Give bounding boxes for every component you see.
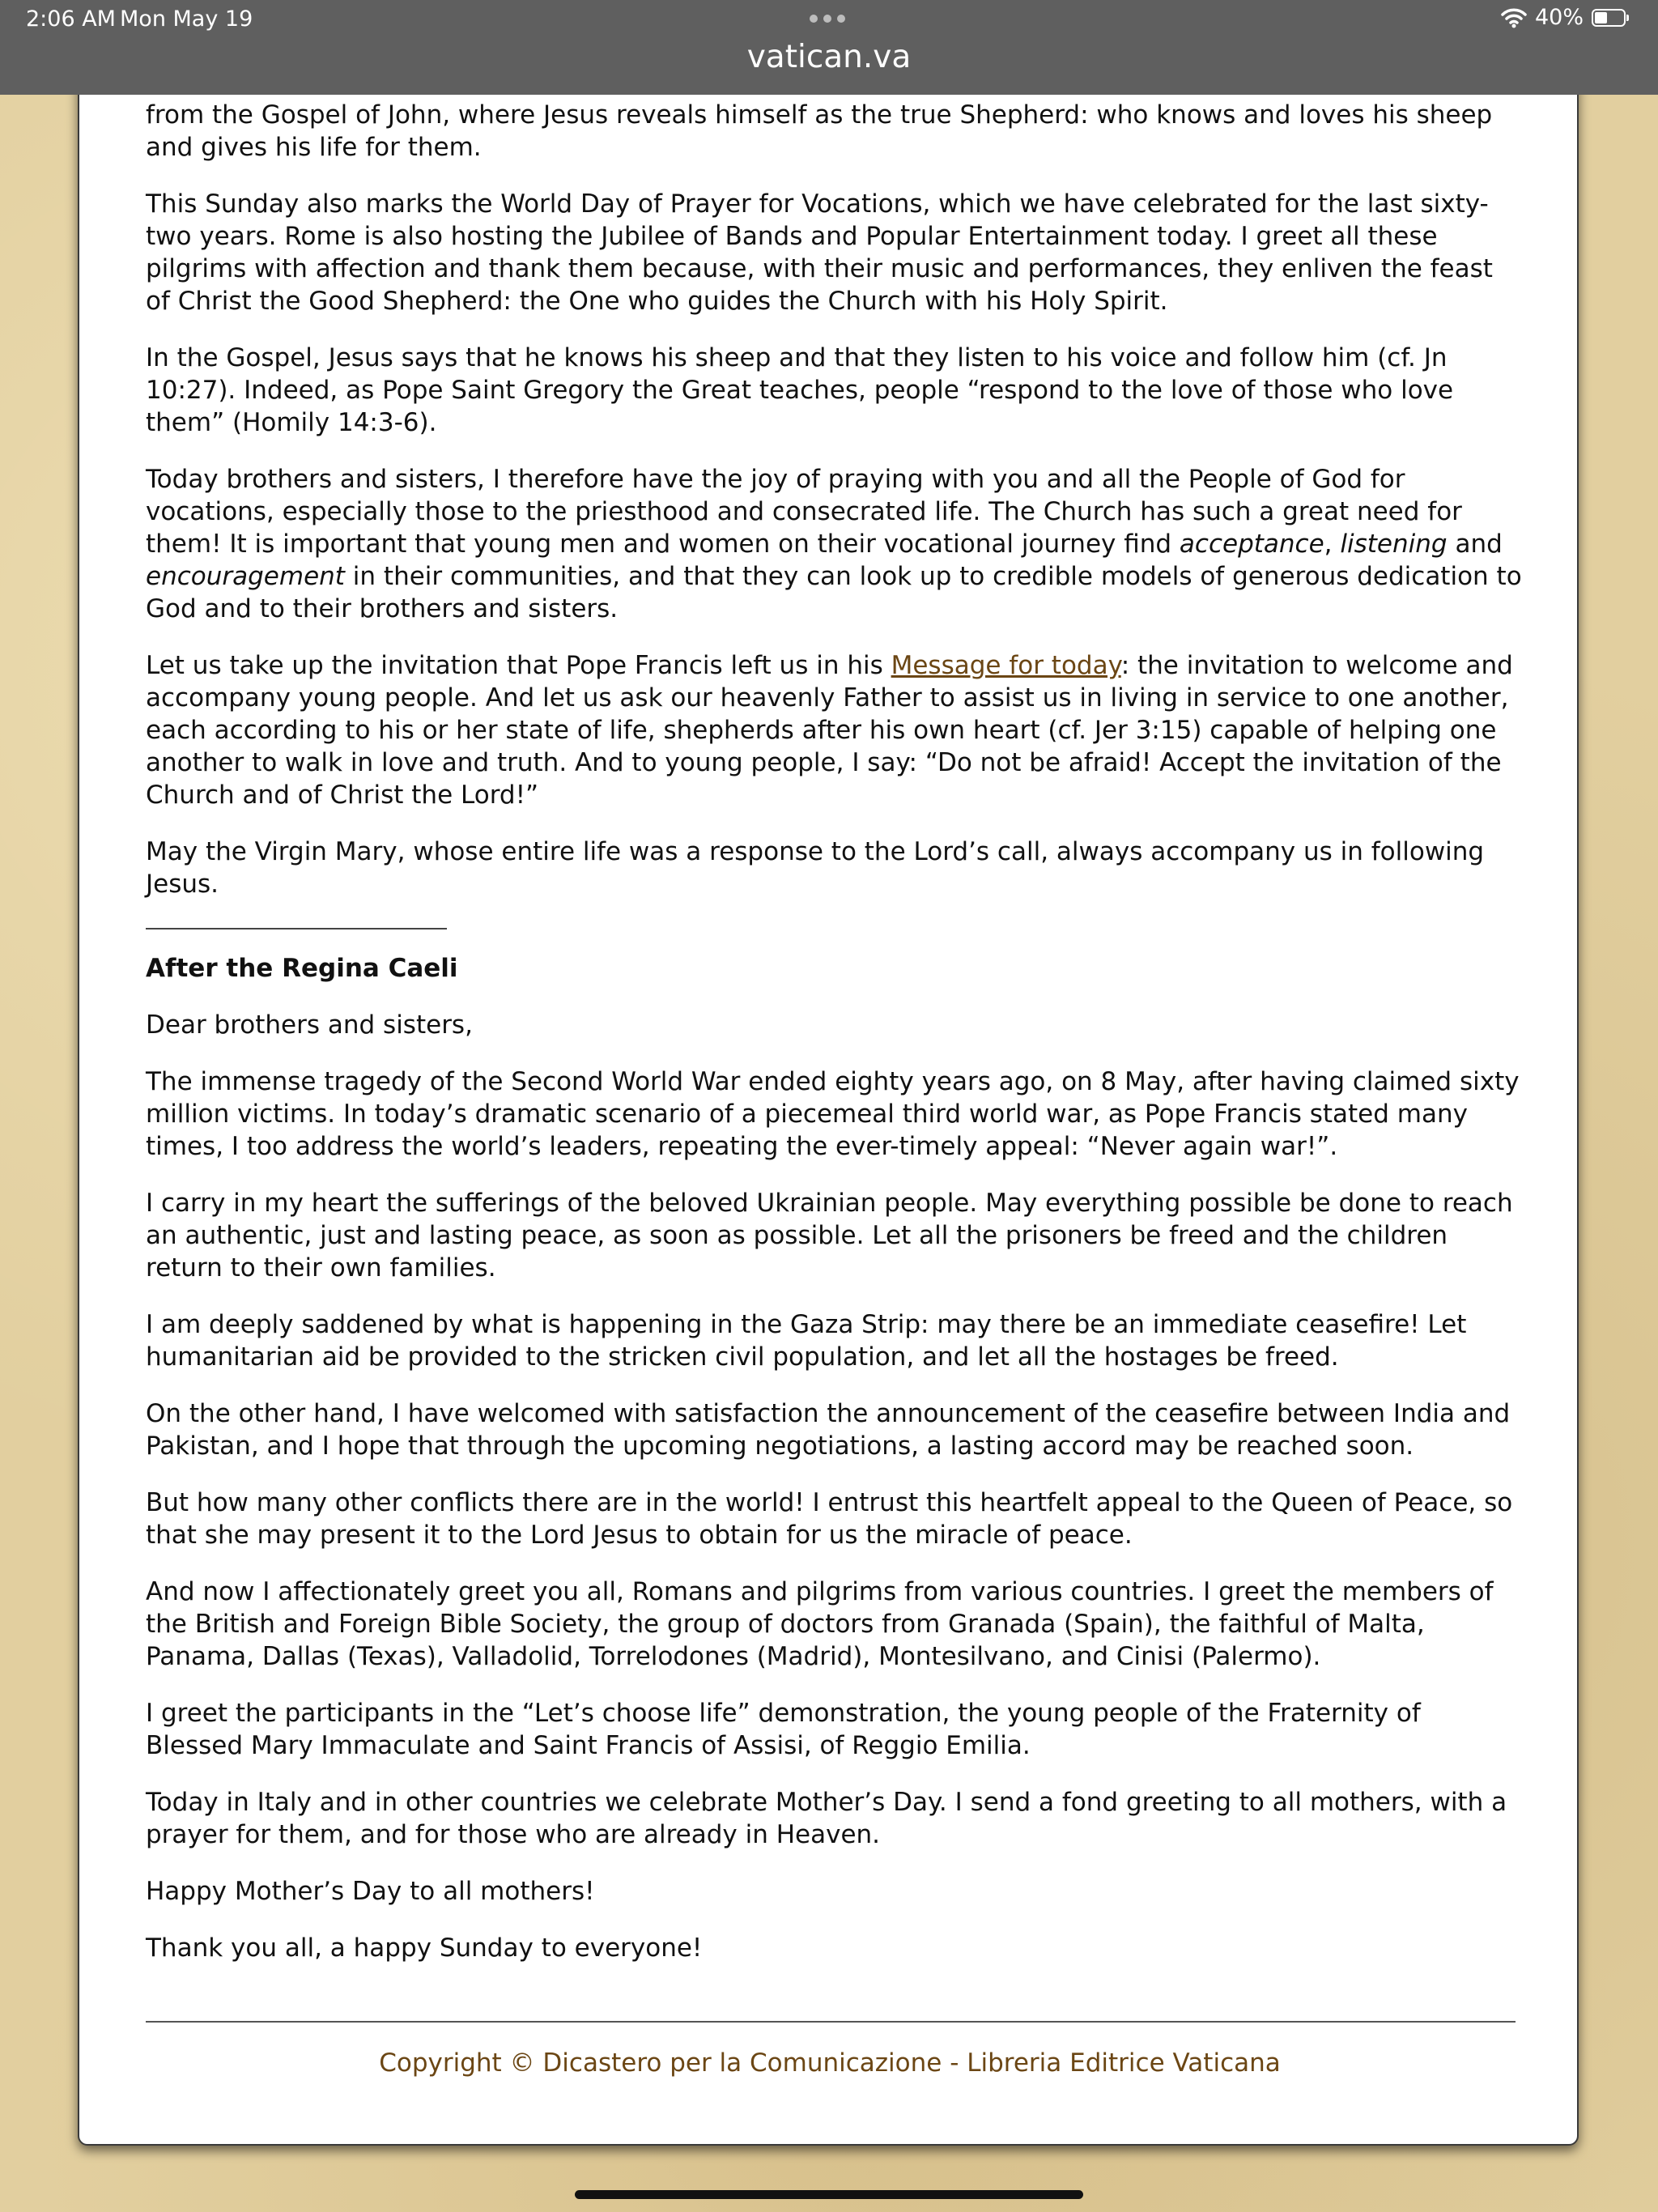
paragraph: This Sunday also marks the World Day of Prayer for Vocations, which we have celebrated for the last sixty-two years. Rome is also hosting the Jubilee of Bands and Popular Entertainment today. I greet all these pilgrims with affection and thank them because, with their music and performances, they enliven the feast of Christ the Good Shepherd: the One who guides the Church with his Holy Spirit.: [146, 189, 1493, 316]
article-body: [146, 99, 1522, 1989]
wifi-icon: [1501, 6, 1527, 29]
browser-top-bar: [0, 0, 1658, 95]
paragraph: Today in Italy and in other countries we celebrate Mother’s Day. I send a fond greeting to all mothers, with a prayer for them, and for those who are already in Heaven.: [146, 1788, 1507, 1849]
paragraph-text: : the invitation to welcome and accompany young people. And let us ask our heavenly Father to assist us in living in service to one another, each according to his or her state of life, shepherds after his own heart (cf. Jer 3:15) capable of helping one another to walk in love and truth. And to young people, I say: “Do not be afraid! Accept the invitation of the Church and of Christ the Lord!”: [146, 651, 1513, 810]
emphasis-text: listening: [1340, 530, 1448, 559]
paragraph: from the Gospel of John, where Jesus reveals himself as the true Shepherd: who knows and loves his sheep and gives his life for them.: [146, 100, 1493, 162]
paragraph: Happy Mother’s Day to all mothers!: [146, 1877, 595, 1906]
paragraph: In the Gospel, Jesus says that he knows his sheep and that they listen to his voice and follow him (cf. Jn 10:27). Indeed, as Pope Saint Gregory the Great teaches, people “respond to the love of those who love them” (Homily 14:3-6).: [146, 343, 1454, 437]
paragraph: I am deeply saddened by what is happening in the Gaza Strip: may there be an immediate ceasefire! Let humanitarian aid be provided to the stricken civil population, and let all the hostages be freed.: [146, 1310, 1467, 1372]
battery-icon: [1592, 9, 1626, 27]
status-date: Mon May 19: [120, 6, 253, 32]
emphasis-text: acceptance: [1179, 530, 1324, 559]
section-heading: After the Regina Caeli: [146, 954, 458, 983]
paragraph-text: Let us take up the invitation that Pope Francis left us in his: [146, 651, 891, 680]
article-card: [78, 49, 1579, 2146]
paragraph-text: ,: [1324, 530, 1341, 559]
battery-percentage: 40%: [1534, 5, 1584, 30]
address-bar-url[interactable]: vatican.va: [746, 39, 912, 75]
section-divider: [146, 928, 447, 929]
multitasking-dots-icon[interactable]: [810, 15, 845, 23]
home-indicator[interactable]: [575, 2190, 1083, 2199]
paragraph: Dear brothers and sisters,: [146, 1010, 473, 1040]
paragraph-text: in their communities, and that they can look up to credible models of generous dedication to God and to their brothers and sisters.: [146, 562, 1522, 623]
paragraph: I carry in my heart the sufferings of the beloved Ukrainian people. May everything possible be done to reach an authentic, just and lasting peace, as soon as possible. Let all the prisoners be freed and the children return to their own families.: [146, 1189, 1513, 1283]
paragraph: And now I affectionately greet you all, Romans and pilgrims from various countries. I greet the members of the British and Foreign Bible Society, the group of doctors from Granada (Spain), the faithful of Malta, Panama, Dallas (Texas), Valladolid, Torrelodones (Madrid), Montesilvano, and Cinisi (Palermo).: [146, 1577, 1494, 1671]
paragraph: [146, 649, 1522, 811]
message-for-today-link[interactable]: Message for today: [891, 651, 1121, 680]
paragraph: But how many other conflicts there are in the world! I entrust this heartfelt appeal to the Queen of Peace, so that she may present it to the Lord Jesus to obtain for us the miracle of peace.: [146, 1488, 1513, 1550]
footer-divider: [146, 2021, 1516, 2023]
paragraph-text: and: [1447, 530, 1503, 559]
status-indicators: [1501, 5, 1626, 30]
paragraph-text: Today brothers and sisters, I therefore have the joy of praying with you and all the People of God for vocations, especially those to the priesthood and consecrated life. The Church has such a great need for them! It is important that young men and women on their vocational journey find: [146, 465, 1462, 559]
paragraph: The immense tragedy of the Second World War ended eighty years ago, on 8 May, after having claimed sixty million victims. In today’s dramatic scenario of a piecemeal third world war, as Pope Francis stated many times, I too address the world’s leaders, repeating the ever-timely appeal: “Never again war!”.: [146, 1067, 1520, 1161]
paragraph: May the Virgin Mary, whose entire life was a response to the Lord’s call, always accompany us in following Jesus.: [146, 837, 1485, 899]
paragraph: [146, 463, 1522, 625]
status-time: 2:06 AM: [26, 6, 116, 32]
emphasis-text: encouragement: [146, 562, 345, 591]
copyright-notice: Copyright © Dicastero per la Comunicazione - Libreria Editrice Vaticana: [379, 2048, 1281, 2078]
paragraph: On the other hand, I have welcomed with satisfaction the announcement of the ceasefire between India and Pakistan, and I hope that through the upcoming negotiations, a lasting accord may be reached soon.: [146, 1399, 1511, 1461]
paragraph: I greet the participants in the “Let’s choose life” demonstration, the young people of the Fraternity of Blessed Mary Immaculate and Saint Francis of Assisi, of Reggio Emilia.: [146, 1699, 1421, 1760]
paragraph: Thank you all, a happy Sunday to everyone!: [146, 1933, 703, 1963]
